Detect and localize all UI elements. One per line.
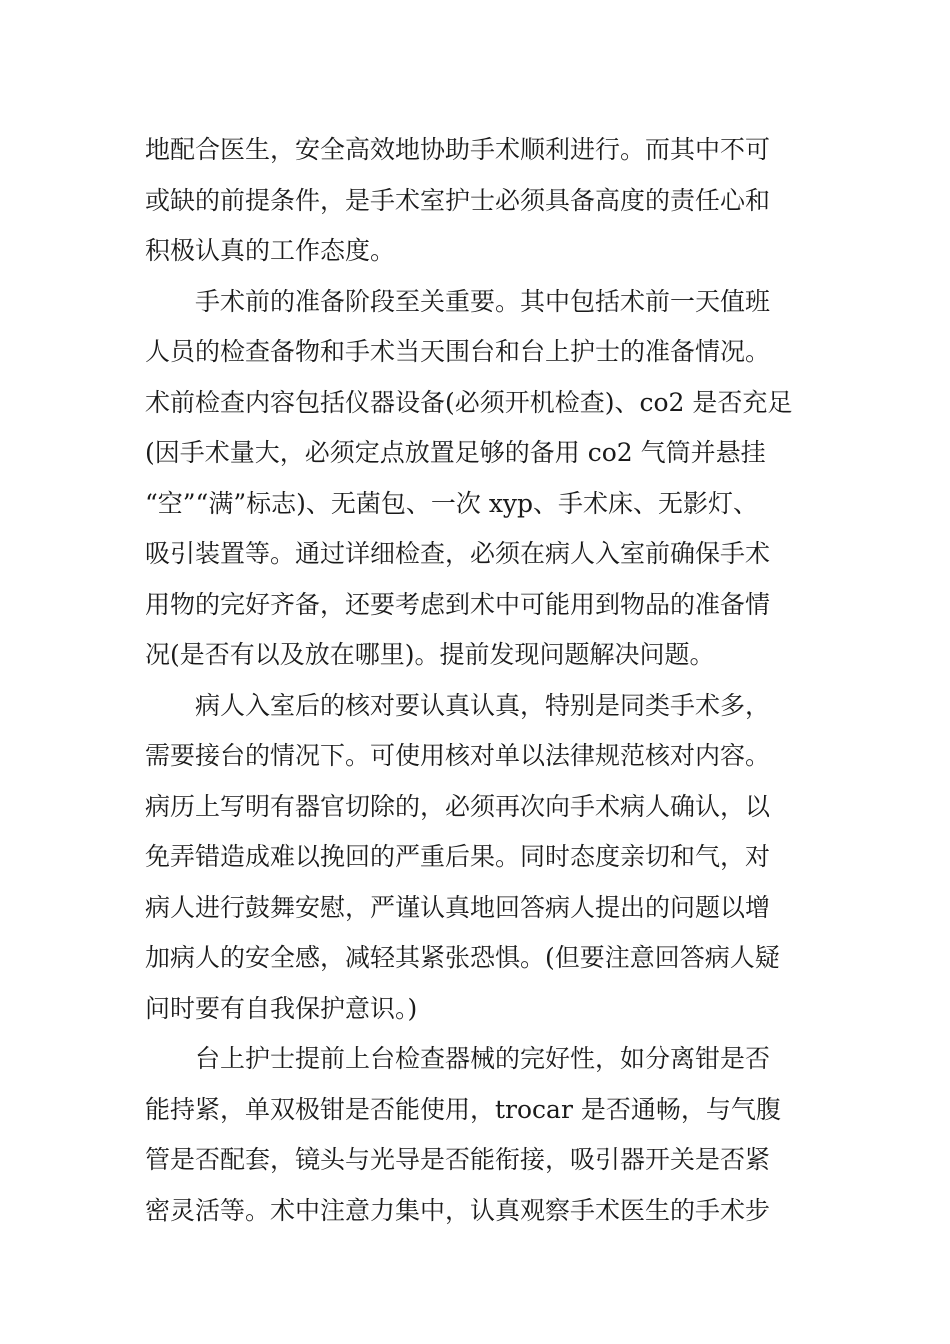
text-line: 人员的检查备物和手术当天围台和台上护士的准备情况。: [145, 337, 771, 366]
text-line: 用物的完好齐备，还要考虑到术中可能用到物品的准备情: [145, 589, 771, 619]
text-line: 病人进行鼓舞安慰，严谨认真地回答病人提出的问题以增: [145, 892, 771, 922]
text-line: (因手术量大，必须定点放置足够的备用 co2 气筒并悬挂: [145, 438, 766, 467]
text-line: 况(是否有以及放在哪里)。提前发现问题解决问题。: [145, 640, 715, 669]
text-line: 能持紧，单双极钳是否能使用，trocar 是否通畅，与气腹: [145, 1094, 781, 1124]
body-text: [145, 125, 825, 1236]
text-line: 病历上写明有器官切除的，必须再次向手术病人确认，以: [145, 791, 771, 821]
paragraph-start-line: 台上护士提前上台检查器械的完好性，如分离钳是否: [195, 1044, 771, 1073]
text-line: 术前检查内容包括仪器设备(必须开机检查)、co2 是否充足: [145, 387, 793, 417]
text-line: 需要接台的情况下。可使用核对单以法律规范核对内容。: [145, 741, 771, 770]
text-line: “空”“满”标志)、无菌包、一次 xyp、手术床、无影灯、: [145, 488, 759, 518]
text-line: 问时要有自我保护意识。): [145, 993, 418, 1023]
text-line: 管是否配套，镜头与光导是否能衔接，吸引器开关是否紧: [145, 1145, 771, 1174]
text-line: 密灵活等。术中注意力集中，认真观察手术医生的手术步: [145, 1195, 771, 1225]
paragraph-start-line: 手术前的准备阶段至关重要。其中包括术前一天值班: [195, 286, 771, 316]
text-line: 加病人的安全感，减轻其紧张恐惧。(但要注意回答病人疑: [145, 943, 780, 972]
text-line: 或缺的前提条件，是手术室护士必须具备高度的责任心和: [145, 185, 771, 215]
text-line: 免弄错造成难以挽回的严重后果。同时态度亲切和气，对: [145, 842, 771, 871]
paragraph-start-line: 病人入室后的核对要认真认真，特别是同类手术多，: [195, 690, 771, 720]
text-line: 地配合医生，安全高效地协助手术顺利进行。而其中不可: [145, 135, 771, 164]
text-line: 吸引装置等。通过详细检查，必须在病人入室前确保手术: [145, 539, 771, 568]
text-line: 积极认真的工作态度。: [145, 236, 396, 265]
